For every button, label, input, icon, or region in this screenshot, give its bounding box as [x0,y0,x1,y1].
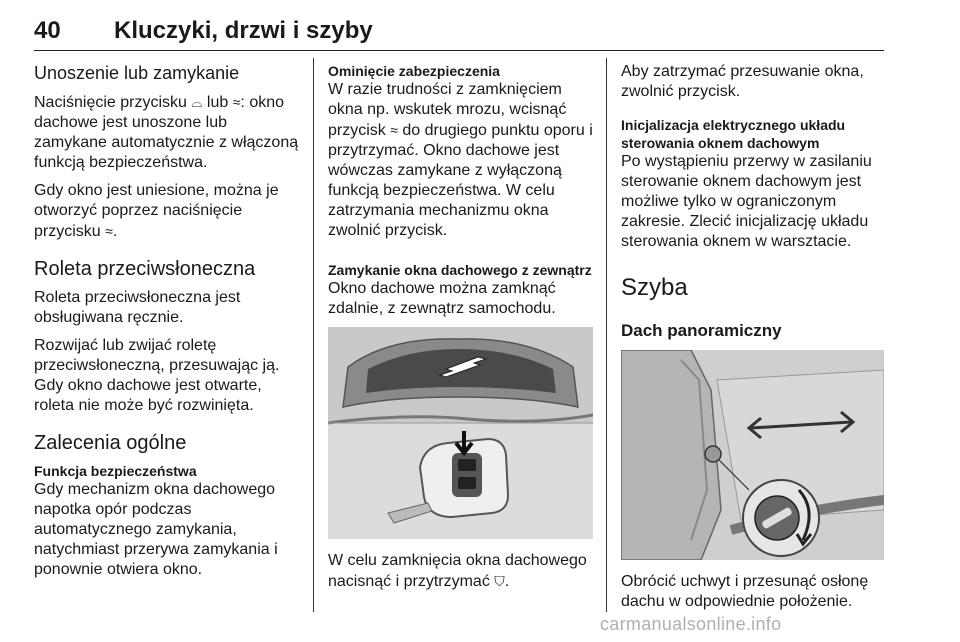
panoramic-roof-drawing [621,350,884,560]
heading-panoramic-roof: Dach panoramiczny [621,321,782,340]
heading-glass-roof: Szyba [621,274,688,301]
lock-key-icon: ⛉ [494,573,505,589]
roof-tilt-icon: ⌓ [191,94,203,110]
figure-caption-key: W celu zamknięcia okna dachowego nacisnąć i przytrzymać ⛉. [328,552,587,590]
heading-initialization: Inicjalizacja elektrycznego układu sterowania oknem dachowym [621,117,846,151]
column-divider-2 [606,58,607,612]
heading-general: Zalecenia ogólne [34,432,187,454]
heading-sunblind: Roleta przeciwsłoneczna [34,258,256,280]
paragraph-sunblind-2: Rozwijać lub zwijać roletę przeciwsłoneczną, przesuwając ją. Gdy okno dachowe jest otwarte, roleta nie może być rozwinięta. [34,337,280,414]
page-header [34,14,884,51]
paragraph-close-outside: Okno dachowe można zamknąć zdalnie, z zewnątrz samochodu. [328,280,556,317]
roof-slide-icon: ≈ [390,122,398,138]
paragraph-raise: Naciśnięcie przycisku ⌓ lub ≈: okno dachowe jest unoszone lub zamykane automatycznie z włączoną funkcją bezpieczeństwa. [34,94,299,171]
paragraph-safety: Gdy mechanizm okna dachowego napotka opór podczas automatycznego zamykania, natychmiast przerywa zamykania i ponownie otwiera okno. [34,481,278,578]
roof-slide-icon: ≈ [232,94,241,110]
heading-raise-close: Unoszenie lub zamykanie [34,63,240,83]
remote-key-drawing [328,327,593,539]
roof-slide-icon: ≈ [105,223,113,239]
paragraph-stop: Aby zatrzymać przesuwanie okna, zwolnić przycisk. [621,63,864,100]
column-3 [621,62,884,620]
paragraph-sunblind-1: Roleta przeciwsłoneczna jest obsługiwana ręcznie. [34,289,241,326]
chapter-title: Kluczyki, drzwi i szyby [114,17,373,44]
heading-override: Ominięcie zabezpieczenia [328,63,500,79]
heading-safety-function: Funkcja bezpieczeństwa [34,463,197,479]
column-2 [328,62,593,600]
remote-key-illustration [328,327,593,539]
watermark: carmanualsonline.info [600,614,782,634]
heading-close-outside: Zamykanie okna dachowego z zewnątrz [328,262,592,278]
paragraph-initialization: Po wystąpieniu przerwy w zasilaniu sterowanie oknem dachowym jest możliwe tylko w ograniczonym zakresie. Zlecić inicjalizację układu sterowania oknem w warsztacie. [621,153,872,250]
panoramic-roof-illustration [621,350,884,560]
figure-caption-roof: Obrócić uchwyt i przesunąć osłonę dachu w odpowiednie położenie. [621,573,869,610]
paragraph-raised-open: Gdy okno jest uniesione, można je otworzyć poprzez naciśnięcie przycisku ≈. [34,182,279,240]
column-1 [34,62,304,588]
column-divider-1 [313,58,314,612]
paragraph-override: W razie trudności z zamknięciem okna np. wskutek mrozu, wcisnąć przycisk ≈ do drugiego punktu oporu i przytrzymać. Okno dachowe jest wówczas zamykane z wyłączoną funkcją bezpieczeństwa. W celu zatrzymania mechanizmu okna zwolnić przycisk. [328,81,593,239]
page-number: 40 [34,17,61,44]
